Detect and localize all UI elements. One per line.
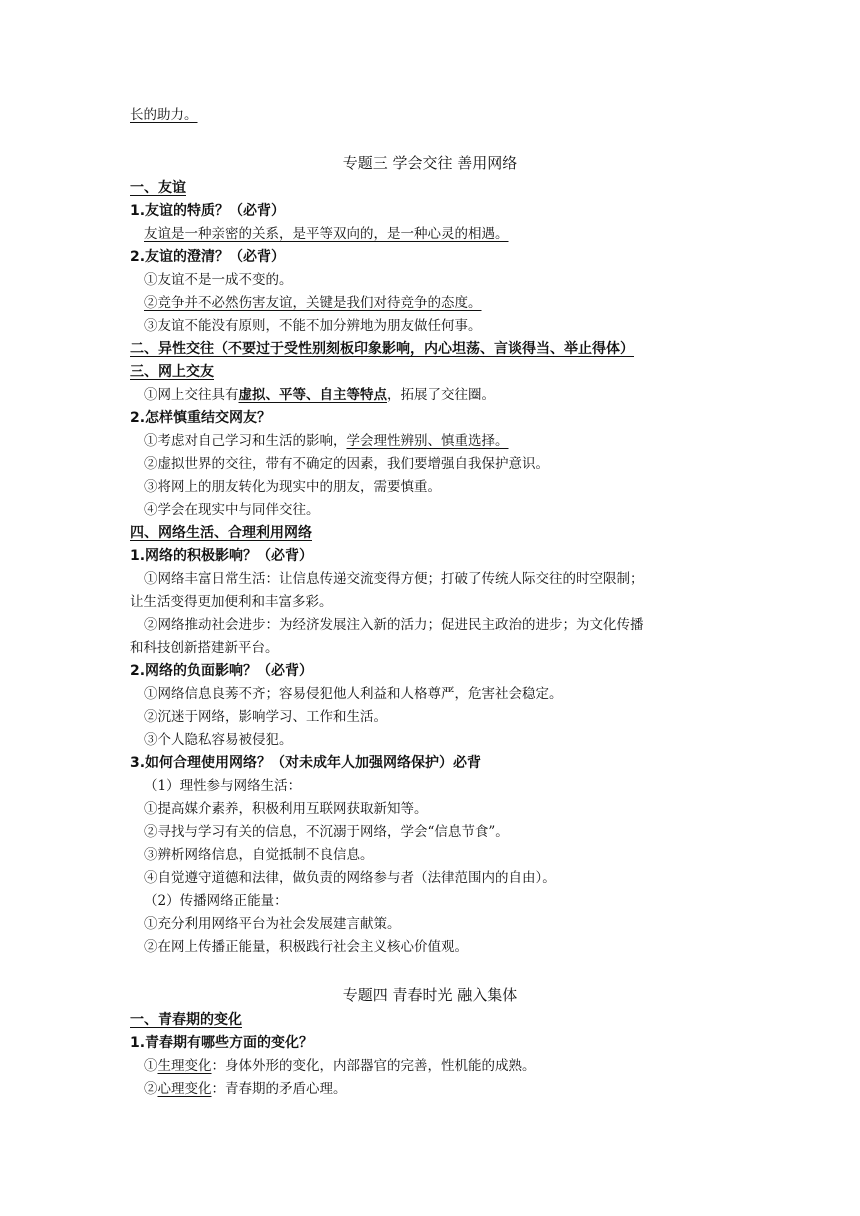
sub-heading: （1）理性参与网络生活： (144, 778, 302, 794)
answer-line: ①提高媒介素养，积极利用互联网获取新知等。 (144, 801, 428, 817)
heading-online-friends: 三、网上交友 (130, 364, 214, 380)
answer-line: 友谊是一种亲密的关系，是平等双向的，是一种心灵的相遇。 (144, 226, 509, 242)
heading-friendship: 一、友谊 (130, 180, 186, 196)
question-negative-impact: 2.网络的负面影响？（必背） (130, 663, 314, 679)
question-friendship-traits: 1.友谊的特质？（必背） (130, 203, 286, 219)
question-online-friends: 2.怎样慎重结交网友？ (130, 410, 272, 426)
answer-line: ③将网上的朋友转化为现实中的朋友，需要慎重。 (144, 479, 441, 495)
answer-line: ②在网上传播正能量，积极践行社会主义核心价值观。 (144, 939, 468, 955)
heading-network-life: 四、网络生活、合理利用网络 (130, 525, 312, 541)
answer-line: ③个人隐私容易被侵犯。 (144, 732, 293, 748)
answer-line: ①考虑对自己学习和生活的影响，学会理性辨别、慎重选择。 (144, 433, 509, 449)
answer-line: ②网络推动社会进步：为经济发展注入新的活力；促进民主政治的进步；为文化传播 (144, 617, 644, 633)
question-friendship-clarify: 2.友谊的澄清？（必背） (130, 249, 286, 265)
answer-line: ①友谊不是一成不变的。 (144, 272, 293, 288)
answer-line: 让生活变得更加便利和丰富多彩。 (130, 594, 333, 610)
question-adolescence-changes: 1.青春期有哪些方面的变化？ (130, 1035, 314, 1051)
answer-line: ④自觉遵守道德和法律，做负责的网络参与者（法律范围内的自由）。 (144, 870, 556, 886)
answer-line: ②虚拟世界的交往，带有不确定的因素，我们要增强自我保护意识。 (144, 456, 549, 472)
answer-line: ②心理变化：青春期的矛盾心理。 (144, 1081, 347, 1097)
answer-line: ①网络信息良莠不齐；容易侵犯他人利益和人格尊严，危害社会稳定。 (144, 686, 563, 702)
answer-line: ①网上交往具有虚拟、平等、自主等特点，拓展了交往圈。 (144, 387, 495, 403)
answer-line: ④学会在现实中与同伴交往。 (144, 502, 320, 518)
section-title-4: 专题四 青春时光 融入集体 (342, 986, 518, 1004)
answer-line: ②寻找与学习有关的信息，不沉溺于网络，学会“信息节食”。 (144, 824, 509, 840)
answer-line: ③辨析网络信息，自觉抵制不良信息。 (144, 847, 374, 863)
question-reasonable-use: 3.如何合理使用网络？（对未成年人加强网络保护）必背 (130, 755, 482, 771)
answer-line: 和科技创新搭建新平台。 (130, 640, 279, 656)
sub-heading: （2）传播网络正能量： (144, 893, 288, 909)
answer-line: ①生理变化：身体外形的变化，内部器官的完善，性机能的成熟。 (144, 1058, 536, 1074)
section-title-3: 专题三 学会交往 善用网络 (342, 154, 518, 172)
answer-line: ①网络丰富日常生活：让信息传递交流变得方便；打破了传统人际交往的时空限制； (144, 571, 644, 587)
heading-adolescence: 一、青春期的变化 (130, 1012, 242, 1028)
paragraph-continuation: 长的助力。 (130, 107, 198, 123)
answer-line: ③友谊不能没有原则，不能不加分辨地为朋友做任何事。 (144, 318, 482, 334)
answer-line: ②竞争并不必然伤害友谊，关键是我们对待竞争的态度。 (144, 295, 482, 311)
heading-opposite-sex: 二、异性交往（不要过于受性别刻板印象影响，内心坦荡、言谈得当、举止得体） (130, 341, 634, 357)
answer-line: ②沉迷于网络，影响学习、工作和生活。 (144, 709, 387, 725)
question-positive-impact: 1.网络的积极影响？（必背） (130, 548, 314, 564)
answer-line: ①充分利用网络平台为社会发展建言献策。 (144, 916, 401, 932)
